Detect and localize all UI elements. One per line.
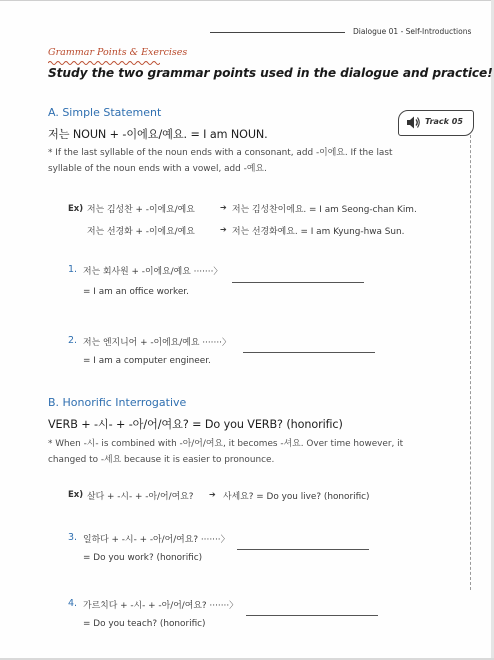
exercise-prompt: 저는 엔지니어 + -이에요/예요 ·······〉: [83, 338, 231, 348]
example-left: 저는 김성찬 + -이에요/예요: [87, 205, 195, 215]
answer-blank[interactable]: [243, 352, 375, 353]
note-line: * If the last syllable of the noun ends with a consonant, add -이에요. If the last: [48, 148, 393, 158]
header-rule: [210, 32, 345, 33]
exercise-number: 1.: [68, 264, 78, 275]
example-right: 저는 김성찬이에요. = I am Seong-chan Kim.: [232, 205, 417, 215]
kicker-underline: [48, 60, 160, 65]
section-a-note: [48, 146, 448, 177]
example-left: 살다 + -시- + -아/어/여요?: [87, 492, 194, 502]
exercise-number: 2.: [68, 335, 78, 346]
exercise-meaning: = I am an office worker.: [83, 287, 189, 297]
section-a-rule: 저는 NOUN + -이에요/예요. = I am NOUN.: [48, 128, 268, 141]
section-b-note: [48, 437, 448, 468]
example-right: 저는 선경화예요. = I am Kyung-hwa Sun.: [232, 227, 405, 237]
exercise-meaning: = Do you work? (honorific): [83, 553, 203, 563]
exercise-prompt: 가르치다 + -시- + -아/어/여요? ·······〉: [83, 601, 239, 611]
exercise-meaning: = Do you teach? (honorific): [83, 619, 206, 629]
exercise-meaning: = I am a computer engineer.: [83, 356, 211, 366]
answer-blank[interactable]: [232, 282, 364, 283]
note-line: syllable of the noun ends with a vowel, add -예요.: [48, 163, 267, 174]
answer-blank[interactable]: [246, 615, 378, 616]
example-left: 저는 선경화 + -이에요/예요: [87, 227, 195, 237]
example-right: 사세요? = Do you live? (honorific): [223, 492, 370, 502]
note-line: changed to -세요 because it is easier to pronounce.: [48, 454, 275, 465]
examples-label: Ex): [68, 490, 84, 500]
page-edge-top: [0, 0, 494, 1]
answer-blank[interactable]: [237, 549, 369, 550]
section-b-rule: VERB + -시- + -아/어/여요? = Do you VERB? (honorific): [48, 418, 343, 431]
exercise-prompt: 저는 회사원 + -이에요/예요 ·······〉: [83, 267, 223, 277]
arrow-icon: ➔: [220, 203, 227, 212]
arrow-icon: ➔: [209, 490, 216, 499]
track-label: Track 05: [425, 117, 463, 126]
exercise-prompt: 일하다 + -시- + -아/어/여요? ·······〉: [83, 535, 230, 545]
running-title: Dialogue 01 - Self-Introductions: [353, 27, 472, 36]
section-kicker: Grammar Points & Exercises: [48, 47, 188, 58]
examples-label: Ex): [68, 204, 84, 214]
section-a-title: A. Simple Statement: [48, 106, 162, 119]
margin-dashed-line: [470, 135, 471, 590]
page-headline: Study the two grammar points used in the dialogue and practice!: [48, 66, 493, 80]
arrow-icon: ➔: [220, 225, 227, 234]
audio-track-badge[interactable]: [398, 110, 474, 136]
exercise-number: 3.: [68, 532, 78, 543]
exercise-number: 4.: [68, 598, 78, 609]
note-line: * When -시- is combined with -아/어/여요, it becomes -셔요. Over time however, it: [48, 439, 404, 449]
speaker-icon: [406, 115, 420, 130]
section-b-title: B. Honorific Interrogative: [48, 396, 187, 409]
